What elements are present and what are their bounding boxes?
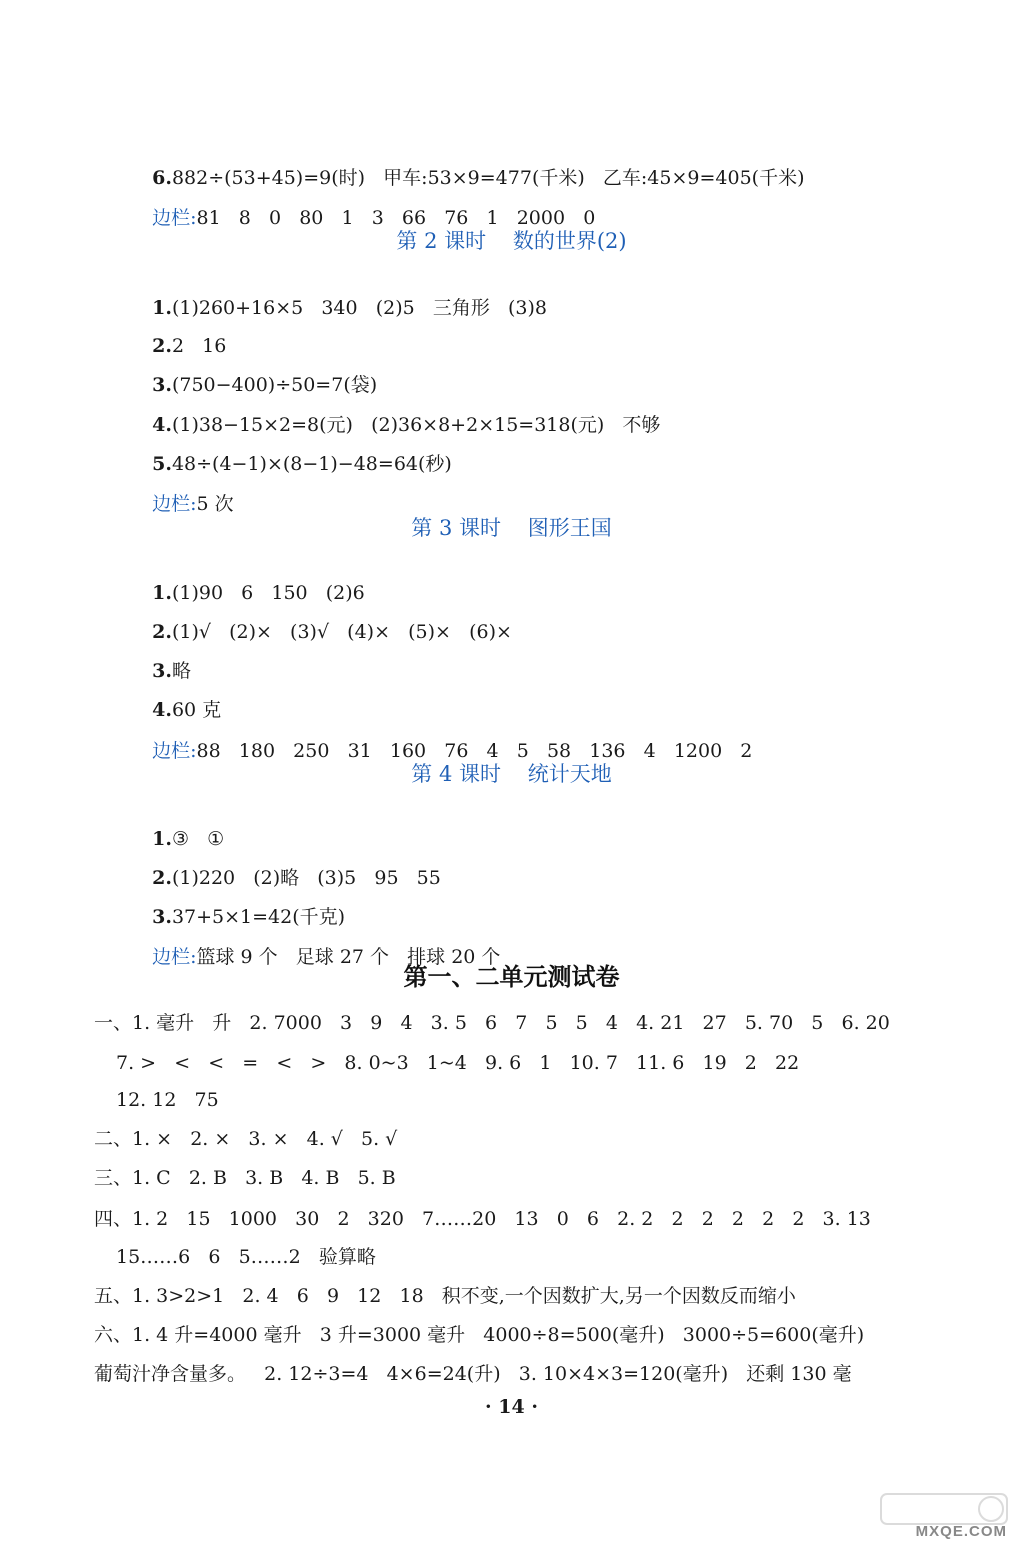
margin-answer xyxy=(140,182,595,230)
test-line: 7. > < < = < > 8. 0~3 1~4 9. 6 1 10. 7 11. 6 19 2 22 xyxy=(116,1052,800,1074)
item-text: 60 克 xyxy=(171,699,222,721)
test-line: 葡萄汁净含量多。 2. 12÷3=4 4×6=24(升) 3. 10×4×3=120(毫升) 还剩 130 毫 xyxy=(94,1363,852,1385)
item-text: 37+5×1=42(千克) xyxy=(171,906,346,928)
item-number: 3. xyxy=(152,660,172,682)
item-text: (750−400)÷50=7(袋) xyxy=(171,374,378,396)
item-text: ③ ① xyxy=(171,828,225,850)
test-line: 二、1. × 2. × 3. × 4. √ 5. √ xyxy=(94,1128,398,1150)
margin-text: 81 8 0 80 1 3 66 76 1 2000 0 xyxy=(196,207,596,229)
margin-answer xyxy=(140,715,752,763)
test-line: 五、1. 3>2>1 2. 4 6 9 12 18 积不变,一个因数扩大,另一个因数反而缩小 xyxy=(94,1285,796,1307)
item-number: 3. xyxy=(152,374,172,396)
item-number: 1. xyxy=(152,582,172,604)
lesson-3-heading: 第 3 课时 图形王国 xyxy=(411,516,612,540)
list-item xyxy=(140,596,512,644)
test-line: 六、1. 4 升=4000 毫升 3 升=3000 毫升 4000÷8=500(毫升) 3000÷5=600(毫升) xyxy=(94,1324,865,1346)
margin-answer xyxy=(140,468,234,516)
test-line: 12. 12 75 xyxy=(116,1089,219,1111)
test-line: 一、1. 毫升 升 2. 7000 3 9 4 3. 5 6 7 5 5 4 4. 21 27 5. 70 5 6. 20 xyxy=(94,1012,890,1034)
test-line: 四、1. 2 15 1000 30 2 320 7……20 13 0 6 2. 2 2 2 2 2 2 3. 13 xyxy=(94,1208,871,1230)
item-number: 2. xyxy=(152,867,172,889)
margin-label: 边栏: xyxy=(152,740,197,762)
lesson-4-heading: 第 4 课时 统计天地 xyxy=(411,762,612,786)
item-number: 6. xyxy=(152,167,172,189)
item-text: (1)90 6 150 (2)6 xyxy=(171,582,365,604)
item-text: (1)√ (2)× (3)√ (4)× (5)× (6)× xyxy=(171,621,512,643)
item-number: 1. xyxy=(152,297,172,319)
item-text: (1)260+16×5 340 (2)5 三角形 (3)8 xyxy=(171,297,547,319)
item-number: 4. xyxy=(152,414,172,436)
item-number: 1. xyxy=(152,828,172,850)
margin-label: 边栏: xyxy=(152,946,197,968)
margin-text: 篮球 9 个 足球 27 个 排球 20 个 xyxy=(196,946,501,968)
item-text: 882÷(53+45)=9(时) 甲车:53×9=477(千米) 乙车:45×9=405(千米) xyxy=(171,167,805,189)
margin-text: 5 次 xyxy=(196,493,234,515)
watermark-text: MXQE.COM xyxy=(915,1523,1007,1540)
item-text: 2 16 xyxy=(171,335,227,357)
margin-label: 边栏: xyxy=(152,207,197,229)
test-line: 15……6 6 5……2 验算略 xyxy=(116,1246,376,1268)
page-number: · 14 · xyxy=(485,1396,538,1418)
test-line: 三、1. C 2. B 3. B 4. B 5. B xyxy=(94,1167,396,1189)
item-text: (1)220 (2)略 (3)5 95 55 xyxy=(171,867,441,889)
item-text: 略 xyxy=(171,660,191,682)
unit-test-title: 第一、二单元测试卷 xyxy=(403,962,620,991)
margin-label: 边栏: xyxy=(152,493,197,515)
item-text: 48÷(4−1)×(8−1)−48=64(秒) xyxy=(171,453,452,475)
item-number: 2. xyxy=(152,335,172,357)
lesson-2-heading: 第 2 课时 数的世界(2) xyxy=(396,229,627,253)
margin-text: 88 180 250 31 160 76 4 5 58 136 4 1200 2 xyxy=(196,740,753,762)
item-number: 3. xyxy=(152,906,172,928)
item-number: 4. xyxy=(152,699,172,721)
item-text: (1)38−15×2=8(元) (2)36×8+2×15=318(元) 不够 xyxy=(171,414,661,436)
item-number: 5. xyxy=(152,453,172,475)
item-number: 2. xyxy=(152,621,172,643)
